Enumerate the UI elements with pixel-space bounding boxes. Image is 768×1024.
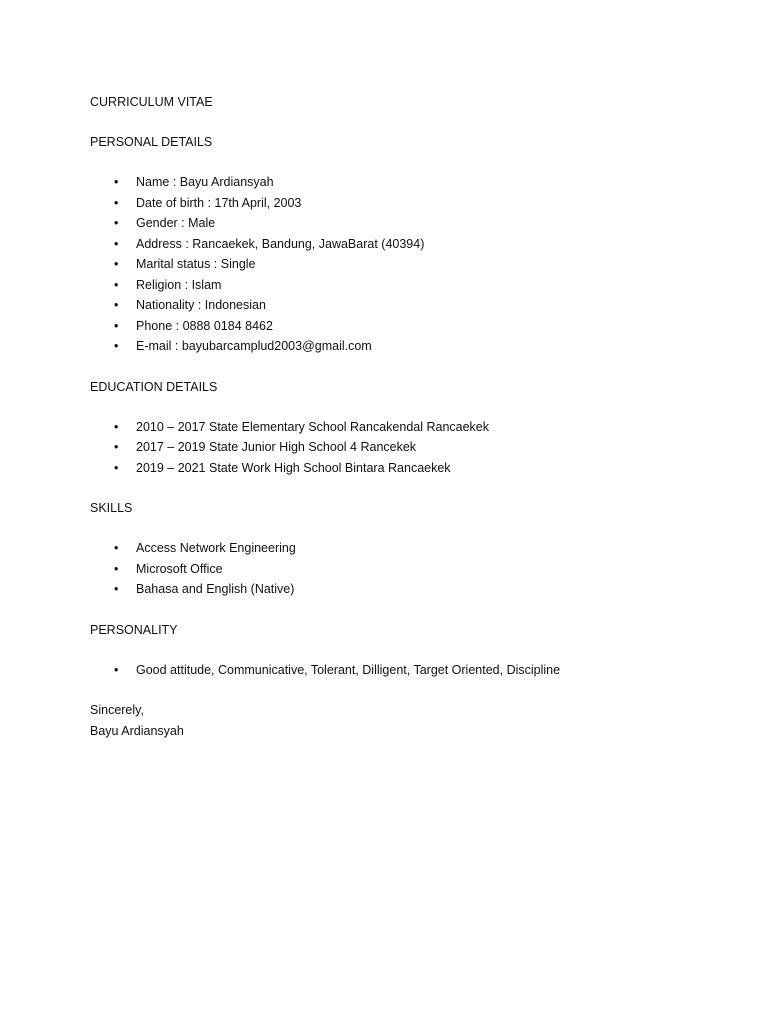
personal-gender: Gender : Male [136, 216, 216, 230]
bullet-icon: • [114, 216, 119, 230]
skills-heading: SKILLS [90, 501, 133, 515]
bullet-icon: • [114, 460, 119, 475]
personal-details-heading: PERSONAL DETAILS [90, 135, 213, 149]
list-item [90, 336, 730, 357]
bullet-icon: • [114, 339, 119, 353]
personal-address: Address : Rancaekek, Bandung, JawaBarat (40394) [136, 236, 425, 251]
list-item [90, 458, 730, 479]
bullet-icon: • [114, 582, 119, 596]
personal-email: E-mail : bayubarcamplud2003@gmail.com [136, 339, 372, 353]
bullet-icon: • [114, 662, 119, 677]
personal-marital-status: Marital status : Single [136, 257, 256, 271]
list-item [90, 437, 730, 458]
bullet-icon: • [114, 277, 119, 292]
document-title: CURRICULUM VITAE [90, 95, 213, 109]
personality-traits: Good attitude, Communicative, Tolerant, Dilligent, Target Oriented, Discipline [136, 662, 561, 677]
skill-languages: Bahasa and English (Native) [136, 582, 295, 596]
list-item [90, 295, 730, 316]
bullet-icon: • [114, 541, 119, 555]
education-details-list [90, 417, 730, 479]
bullet-icon: • [114, 440, 119, 454]
personal-religion: Religion : Islam [136, 277, 222, 292]
list-item [90, 213, 730, 234]
personality-heading: PERSONALITY [90, 622, 178, 637]
closing-signature-name: Bayu Ardiansyah [90, 723, 184, 738]
personal-phone: Phone : 0888 0184 8462 [136, 318, 273, 333]
bullet-icon: • [114, 175, 119, 189]
bullet-icon: • [114, 298, 119, 312]
list-item [90, 254, 730, 275]
bullet-icon: • [114, 419, 119, 434]
bullet-icon: • [114, 561, 119, 576]
bullet-icon: • [114, 236, 119, 251]
list-item [90, 193, 730, 214]
personality-list [90, 660, 730, 681]
cv-document [90, 92, 730, 741]
bullet-icon: • [114, 195, 119, 210]
education-elementary: 2010 – 2017 State Elementary School Rancakendal Rancaekek [136, 419, 490, 434]
list-item [90, 417, 730, 438]
list-item [90, 316, 730, 337]
list-item [90, 579, 730, 600]
list-item [90, 559, 730, 580]
bullet-icon: • [114, 257, 119, 271]
skills-list [90, 538, 730, 600]
education-junior-high: 2017 – 2019 State Junior High School 4 Rancekek [136, 440, 417, 454]
closing-block [90, 700, 730, 741]
personal-date-of-birth: Date of birth : 17th April, 2003 [136, 195, 302, 210]
personal-details-list [90, 172, 730, 357]
list-item [90, 234, 730, 255]
list-item [90, 275, 730, 296]
bullet-icon: • [114, 318, 119, 333]
skill-network-engineering: Access Network Engineering [136, 541, 296, 555]
list-item [90, 538, 730, 559]
list-item [90, 172, 730, 193]
skill-microsoft-office: Microsoft Office [136, 561, 223, 576]
education-work-high: 2019 – 2021 State Work High School Bintara Rancaekek [136, 460, 451, 475]
personal-name: Name : Bayu Ardiansyah [136, 175, 274, 189]
list-item [90, 660, 730, 681]
closing-salutation: Sincerely, [90, 703, 144, 717]
personal-nationality: Nationality : Indonesian [136, 298, 266, 312]
education-details-heading: EDUCATION DETAILS [90, 379, 218, 394]
